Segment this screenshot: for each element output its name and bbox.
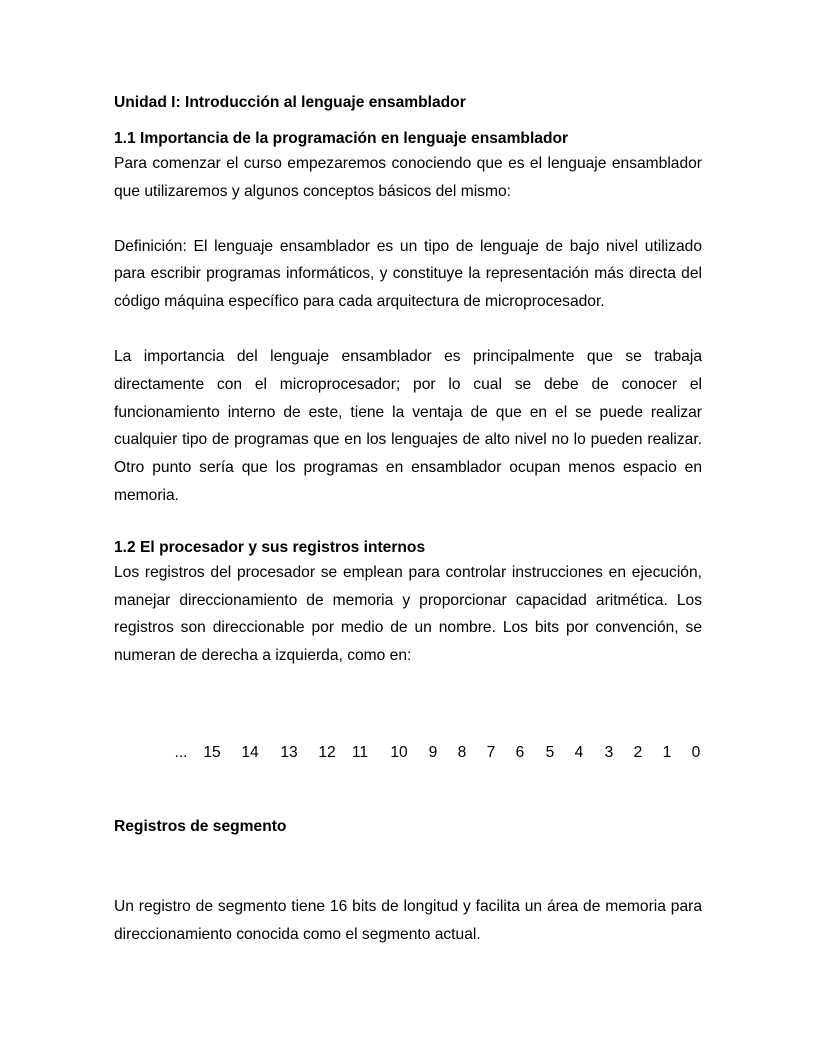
bit-number: 2 [633, 744, 643, 761]
bit-number: 1 [662, 744, 672, 761]
bit-number: 10 [390, 744, 408, 761]
importance-paragraph: La importancia del lenguaje ensamblador es principalmente que se trabaja directamente con el microprocesador; por lo cual se debe de conocer el funcionamiento interno de este, tiene la ventaja de que en el se puede realizar cualquier tipo de programas que en los lenguajes de alto nivel no lo pueden realizar. Otro punto sería que los programas en ensamblador ocupan menos espacio en memoria. [114, 347, 702, 504]
paragraph-gap [114, 510, 702, 537]
section-1-2-body: Los registros del procesador se emplean para controlar instrucciones en ejecución, manejar direccionamiento de memoria y proporcionar capacidad aritmética. Los registros son direccionable por medio de un nombre. Los bits por convención, se numeran de derecha a izquierda, como en: [114, 563, 702, 665]
bit-number: 11 [351, 744, 369, 761]
bit-number: 12 [318, 744, 336, 761]
bit-numbering-row [114, 742, 702, 764]
paragraph-gap [114, 316, 702, 343]
bit-number: 15 [203, 744, 221, 761]
bit-number: 6 [515, 744, 525, 761]
document-page [114, 92, 702, 943]
section-1-2-title: 1.2 El procesador y sus registros internos [114, 538, 426, 556]
bit-number: 8 [457, 744, 467, 761]
bit-number: 0 [691, 744, 701, 761]
bit-number: 13 [280, 744, 298, 761]
bit-ellipsis: ... [174, 744, 188, 761]
section-1-1-title: 1.1 Importancia de la programación en lenguaje ensamblador [114, 130, 569, 147]
section-1-1-intro: Para comenzar el curso empezaremos conociendo que es el lenguaje ensamblador que utilizaremos y algunos conceptos básicos del mismo: [114, 155, 702, 200]
unit-title: Unidad I: Introducción al lenguaje ensamblador [114, 94, 466, 111]
definition-paragraph: Definición: El lenguaje ensamblador es un tipo de lenguaje de bajo nivel utilizado para escribir programas informáticos, y constituye la representación más directa del código máquina específico para cada arquitectura de microprocesador. [114, 237, 702, 311]
paragraph-gap [114, 206, 702, 233]
bit-number: 14 [241, 744, 259, 761]
bit-number: 5 [545, 744, 555, 761]
bit-number: 3 [604, 744, 614, 761]
segment-registers-title: Registros de segmento [114, 818, 287, 835]
bit-number: 4 [574, 744, 584, 761]
bit-number: 9 [428, 744, 438, 761]
bit-number: 7 [486, 744, 496, 761]
segment-registers-body: Un registro de segmento tiene 16 bits de longitud y facilita un área de memoria para direccionamiento conocida como el segmento actual. [114, 898, 702, 943]
